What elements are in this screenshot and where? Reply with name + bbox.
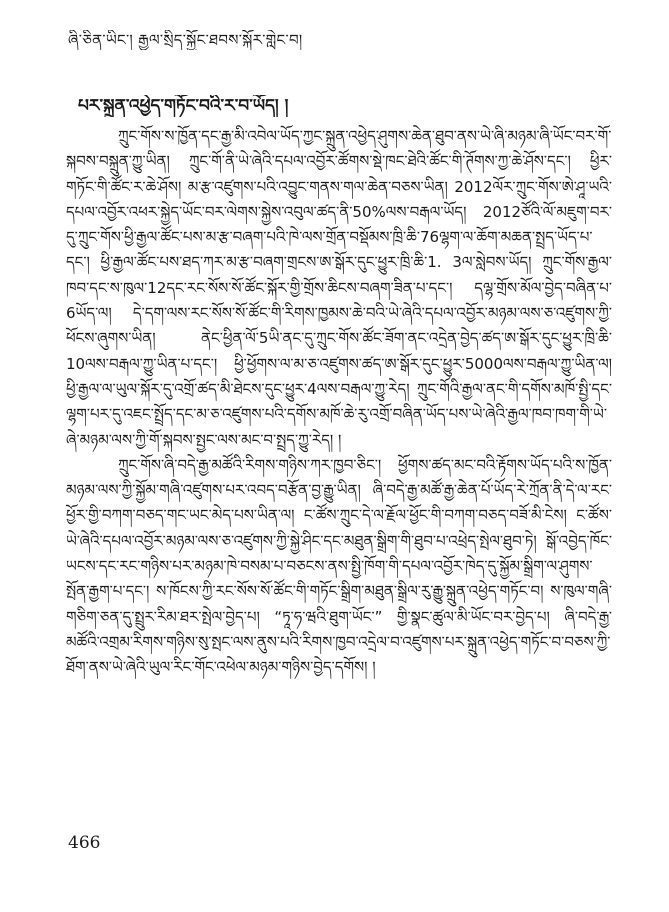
paragraph-2: ཀྲུང་གོས་ཞི་བདེ་རྒྱ་མཚོའི་རིགས་གཉིས་ཀར་ཁྱབ་ཅིང་། ཕྱོགས་ཚད་མང་བའི་རྟོགས་ཡོད་པའི་ས་ཁྱོན་མཉམ་ལས་ཀྱི་སྐྱོམ་གཞི་འཛུགས་པར་འབད་བརྩོན་བྱ་རྒྱུ་ཡིན། ཞི་བདེ་རྒྱ་མཚོ་རྒྱ་ཆེན་པོ་ཡོད་རེ་ཀྲོན་ནི་དེ་ལ་རང་ཕྱོར་གྱི་བཀག་བཅད་གང་ཡང་མེད་པས་ཡིན་ལ། ང་ཚོས་ཀྲུང་དེ་ལ་རྗོལ་ཕྱོང་གི་བཀག་བཅད་བཟོ་མི་ངེས། ང་ཚོས་ཡེ་ཞེའི་དཔལ་འབྱོར་མཉམ་ལས་ཅ་འཛུགས་ཀྱི་སྐྱེ་ཤིང་དང་མཐུན་སྒྲིག་གི་ཐུབ་པ་འཕྲེད་སྤེལ་ཐུབ་ཏེ། སྒོ་འབྱེད་ཁོང་ཡངས་དང་རང་གཉིས་པར་མཉམ་ཁེ་བསམ་པ་བཅངས་ནས་སྤྱི་ཁོག་གི་དཔལ་འབྱོར་ཁེད་དུ་སྐྱོམ་སྒྲིག་ལ་ཤུགས་སྤོན་རྒྱག་པ་དང་། ས་ཁོངས་ཀྱི་རང་སོས་སོ་ཚོང་གི་གཏོང་སྒྲིག་མཐུན་སྒྲིལ་རུ་རྒྱུ་སྐྲུན་འཕྱེད་གཏོང་བ། ས་ཁུལ་གཞི་གཅིག་ཅན་དུ་སྤྲུར་རིམ་ཐར་སྤེལ་བྱེད་པ། “ཏཱ་ཧ་ཝའི་ཐུག་ཡོང་” གྱི་སྣང་ཚུལ་མི་ཡོང་བར་བྱེད་པ། ཞི་བདེ་རྒྱ་མཚོའི་འགྲམ་རིགས་གཉིས་སུ་སྤང་ལས་ནུས་པའི་རིགས་ཁྱབ་འདྲེལ་བ་འཛུགས་པར་སྐྲུན་འཕྱེད་གཏོང་བ་བཅས་ཀྱི་ཐོག་ནས་ཡེ་ཞེའི་ཡུལ་རིང་གོང་འཕེལ་མཉམ་གཉིས་བྱེད་དགོས། ། [66, 455, 612, 677]
page-number: 466 [68, 833, 101, 853]
running-head: ཞི་ཅིན་ཡིང་། རྒྱལ་སྲིད་སྐྱོང་ཐབས་སྐོར་གླེང་བ། [68, 31, 303, 49]
paragraph-1: ཀྲུང་གོས་ས་ཁྱོན་དང་རྒྱ་མི་འབེལ་ཡོད་ཀྱང་སྐྲུན་འཕྱེད་ཤུགས་ཆེན་ཐུབ་ནས་ཡེ་ཞི་མཉམ་ཞི་ཡོང་བར་གོ་སྐབས་བསྐྲུན་ཀྱུ་ཡིན། ཀྲུང་གོ་ནི་ཡེ་ཞེའི་དཔལ་འབྱོར་ཚོགས་སྡེ་ཁང་ཐེའི་ཚོང་གི་ཊོགས་ཀྱ་ཆེ་ཤོས་དང་། ཕྱིར་གཏོང་གི་ཚོང་ར་ཆེ་ཤོས། མ་རྩ་འཛུགས་པའི་འབྱུང་གནས་གལ་ཆེན་བཅས་ཡིན། 2012ལོར་ཀྲུང་གོས་ཨེ་ཤཱ་ཡའི་དཔལ་འབྱོར་འཕར་སྐྱེད་ཡོང་བར་ལེགས་སྐྱེས་འབུལ་ཚད་ནི་50%ལས་བརྒལ་ཡོད། 2012ཙོའི་ལོ་མཇུག་བར་དུ་ཀྲུང་གོས་ཕྱི་རྒྱལ་ཚོང་པས་མ་རྩ་བཞག་པའི་ཁེ་ལས་གྲོན་བསྡོམས་ཁྲི་ཆི་76ལྷག་ལ་ཆོག་མཆན་སྤྲད་ཡོད་པ་དང་། ཕྱི་རྒྱལ་ཚོང་པས་ཐད་ཀར་མ་རྩ་བཞག་གྲངས་ཨ་སྒོར་དུང་ཕྱུར་ཁྲི་ཆི་1. 3ལ་སླེབས་ཡོད། ཀྲུང་གོས་རྒྱལ་ཁབ་དང་ས་ཁུལ་12དང་རང་སོས་སོ་ཚོང་སྐོར་གྱི་གྲོས་ཆིངས་བཞག་ཟིན་པ་དང་། དལྷ་གྲོས་མོལ་བྱེད་བཞིན་པ་6ཡོད་ལ། དེ་དག་ལས་རང་སོས་སོ་ཚོང་གི་རིགས་ཁྱམས་ཆེ་བའི་ཡེ་ཞེའི་དཔལ་འབྱོར་མཉམ་ལས་ཅ་འཛུགས་ཀྱི་ཕོངས་ཞུགས་ཡིན། ནེང་ཕྱིན་ལོ་5ཡི་ནང་དུ་ཀྲུང་གོས་ཚོང་ཟོག་ནང་འདྲེན་བྱེད་ཚད་ཨ་སྒོར་དུང་ཕྱུར་ཁྲི་ཆི་10ལས་བརྒལ་ཀྱུ་ཡིན་པ་དང་། ཕྱི་ཕྱོགས་ལ་མ་ཅ་འཛུགས་ཚད་ཨ་སྒོར་དུང་ཕྱུར་5000ལས་བརྒལ་ཀྱུ་ཡིན་ལ། ཕྱི་རྒྱལ་ལ་ཡུལ་སྐོར་དུ་འགྲོ་ཚད་མི་ཐེངས་དུང་ཕྱུར་4ལས་བརྒལ་ཀྱུ་རེད། ཀྲུང་གོའི་རྒྱལ་ནང་གི་དགོས་མཁོ་སྤྱི་དང་ལྷག་པར་དུ་འཇང་སྤྲོད་དང་མ་ཅ་འཛུགས་པའི་དགོས་མཁོ་ཆེ་རུ་འགྲོ་བཞིན་ཡོད་པས་ཡེ་ཞེའི་རྒྱལ་ཁབ་ཁག་གི་ཡེ་ཞེ་མཉམ་ལས་ཀྱི་གོ་སྐབས་སྤྱང་ལས་མང་བ་སྤྲད་ཀྱུ་རེད། ། [66, 127, 612, 449]
section-heading: པར་སྐྲུན་འཕྱེད་གཏོང་བའི་ར་བ་ཡོད། ། [78, 96, 289, 116]
body-text [66, 124, 612, 681]
